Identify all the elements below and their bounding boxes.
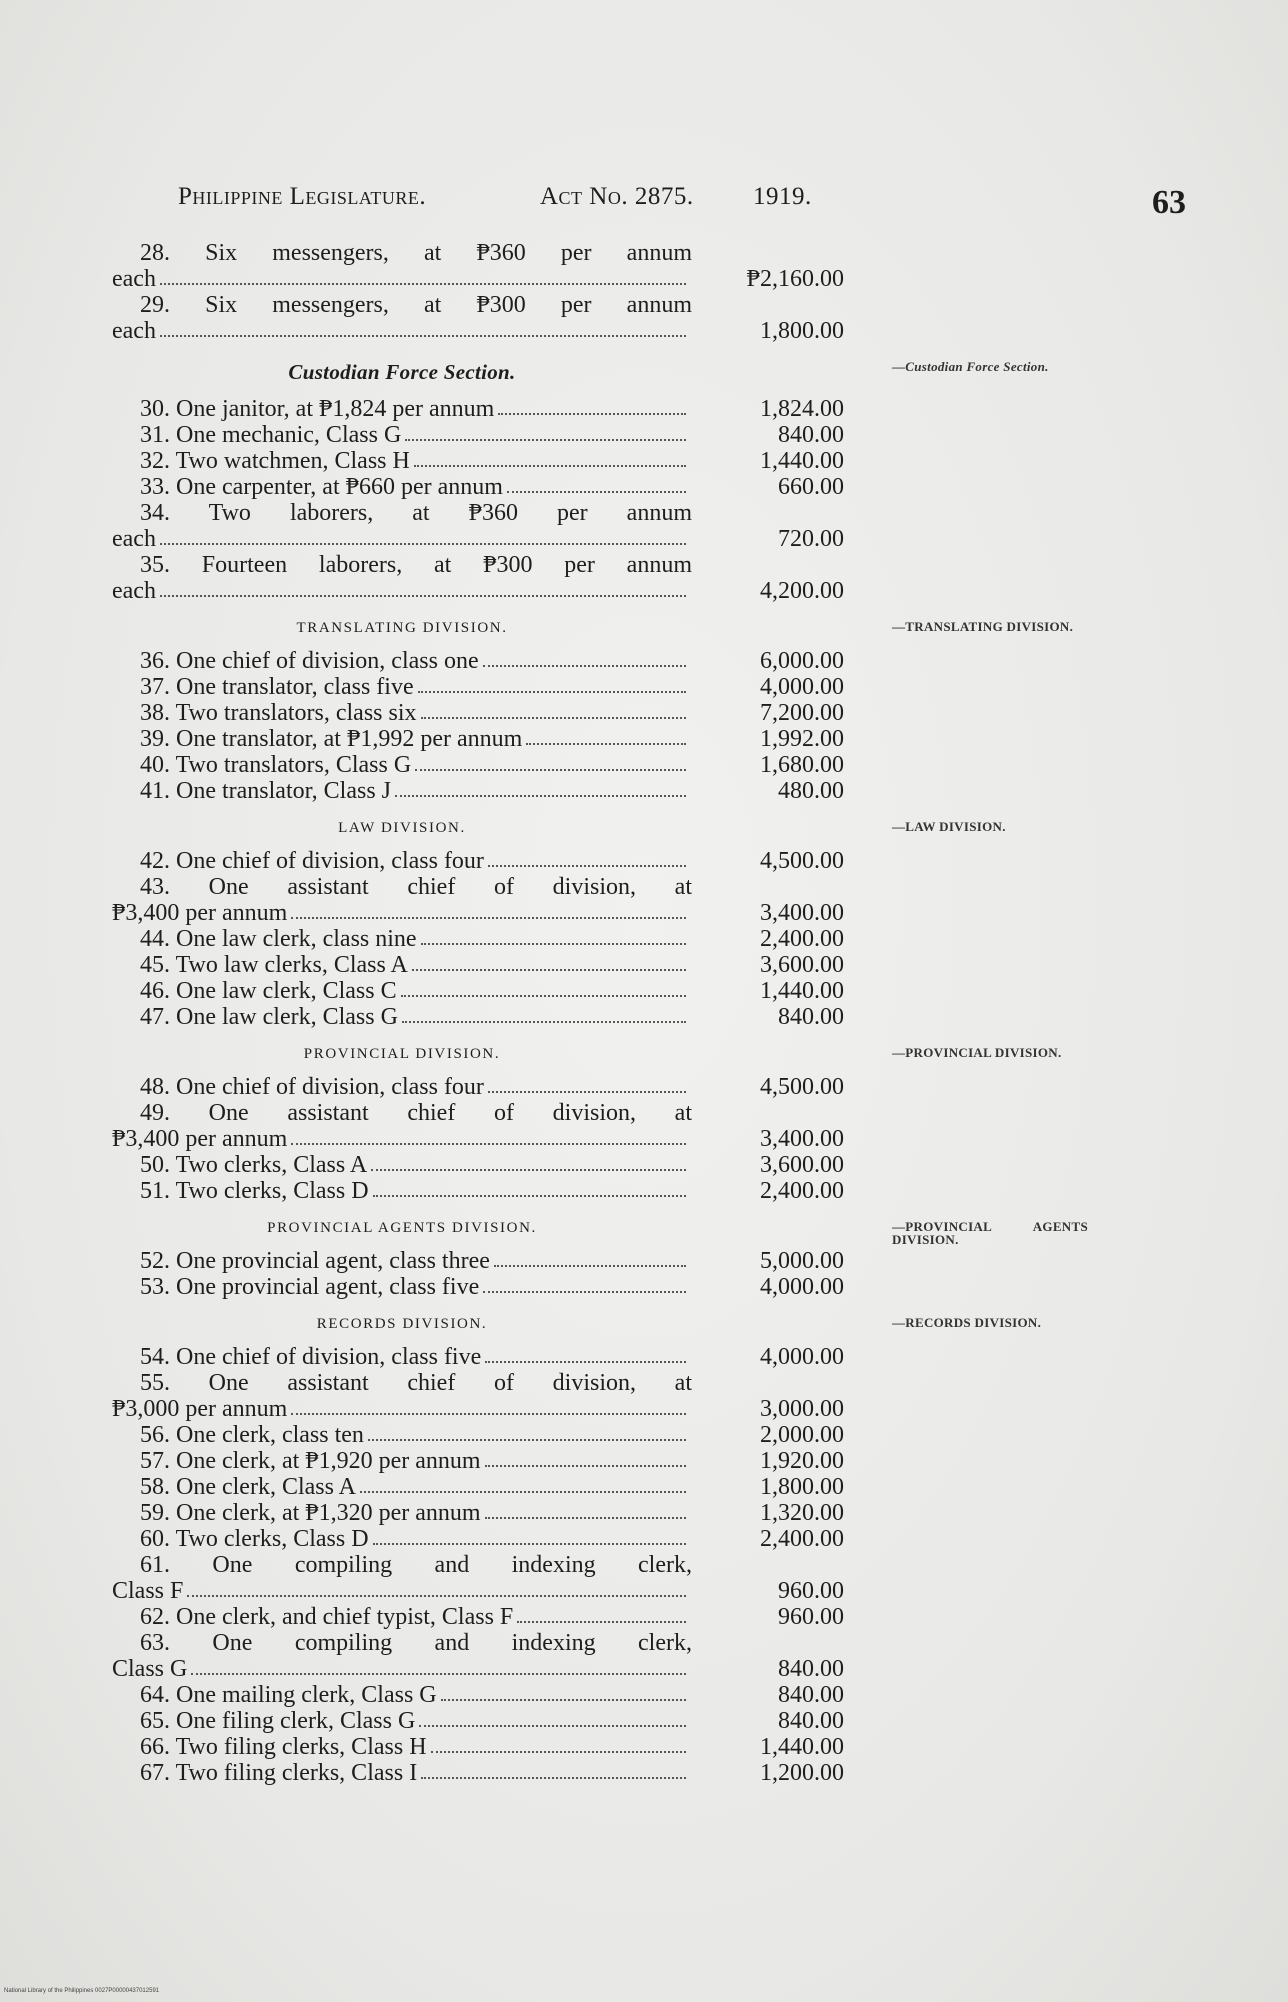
dot-leader xyxy=(517,1604,686,1623)
dot-leader xyxy=(368,1422,686,1441)
item-amount: 960.00 xyxy=(778,1578,844,1604)
item-text: 59. One clerk, at ₱1,320 per annum xyxy=(140,1500,481,1526)
item-text: 52. One provincial agent, class three xyxy=(140,1248,490,1274)
list-item-line xyxy=(112,1708,1112,1734)
item-text: 58. One clerk, Class A xyxy=(140,1474,356,1500)
dot-leader xyxy=(373,1178,686,1197)
item-amount: 2,400.00 xyxy=(760,1178,844,1204)
list-item-line xyxy=(112,1682,1112,1708)
list-item-line xyxy=(112,422,1112,448)
item-text: 35. Fourteen laborers, at ₱300 per annum xyxy=(140,552,692,578)
list-item-line xyxy=(112,1474,1112,1500)
item-text: 45. Two law clerks, Class A xyxy=(140,952,408,978)
list-item-line xyxy=(112,1344,1112,1370)
section-heading xyxy=(112,819,1006,838)
item-amount: 2,000.00 xyxy=(760,1422,844,1448)
item-text: 34. Two laborers, at ₱360 per annum xyxy=(140,500,692,526)
item-amount: 1,440.00 xyxy=(760,978,844,1004)
list-item-line xyxy=(112,1760,1112,1786)
item-amount: 5,000.00 xyxy=(760,1248,844,1274)
list-item-line xyxy=(112,1248,1112,1274)
dot-leader xyxy=(441,1682,686,1701)
item-text: 56. One clerk, class ten xyxy=(140,1422,364,1448)
item-text: 65. One filing clerk, Class G xyxy=(140,1708,416,1734)
item-amount: 3,400.00 xyxy=(760,1126,844,1152)
margin-note: —TRANSLATING DIVISION. xyxy=(892,619,1074,634)
list-item-line xyxy=(112,1734,1112,1760)
list-item-line xyxy=(112,1552,1112,1578)
item-amount: 7,200.00 xyxy=(760,700,844,726)
list-item-line xyxy=(112,266,1112,292)
margin-note: —PROVINCIAL AGENTS DIVISION. xyxy=(892,1219,1088,1247)
dot-leader xyxy=(485,1448,686,1467)
dot-leader xyxy=(421,926,686,945)
section-heading xyxy=(112,1219,1088,1247)
item-amount: 4,500.00 xyxy=(760,848,844,874)
dot-leader xyxy=(418,674,686,693)
dot-leader xyxy=(488,848,686,867)
item-amount: 4,500.00 xyxy=(760,1074,844,1100)
dot-leader xyxy=(401,978,686,997)
list-item-line xyxy=(112,674,1112,700)
section-heading xyxy=(112,619,1074,638)
item-amount: 840.00 xyxy=(778,1656,844,1682)
item-amount: 3,400.00 xyxy=(760,900,844,926)
item-text: 51. Two clerks, Class D xyxy=(140,1178,369,1204)
item-amount: 4,200.00 xyxy=(760,578,844,604)
item-text: 32. Two watchmen, Class H xyxy=(140,448,410,474)
list-item-line xyxy=(112,1274,1112,1300)
item-text: 46. One law clerk, Class C xyxy=(140,978,397,1004)
list-item-line xyxy=(112,648,1112,674)
list-item-line xyxy=(112,396,1112,422)
item-amount: 1,440.00 xyxy=(760,1734,844,1760)
margin-note: —Custodian Force Section. xyxy=(892,359,1049,374)
dot-leader xyxy=(291,1396,686,1415)
dot-leader xyxy=(485,1500,686,1519)
item-amount: 720.00 xyxy=(778,526,844,552)
dot-leader xyxy=(488,1074,686,1093)
item-text: 66. Two filing clerks, Class H xyxy=(140,1734,427,1760)
item-text: 55. One assistant chief of division, at xyxy=(140,1370,692,1396)
section-heading-text: Custodian Force Section. xyxy=(288,360,516,384)
section xyxy=(112,240,1112,344)
list-item-line xyxy=(112,752,1112,778)
list-item-line xyxy=(112,500,1112,526)
item-text: 48. One chief of division, class four xyxy=(140,1074,484,1100)
section-heading-text: LAW DIVISION. xyxy=(338,820,466,836)
list-item-line xyxy=(112,1656,1112,1682)
section xyxy=(112,360,1112,604)
item-amount: 1,800.00 xyxy=(760,1474,844,1500)
item-amount: 1,824.00 xyxy=(760,396,844,422)
list-item-line xyxy=(112,1578,1112,1604)
item-text: 63. One compiling and indexing clerk, xyxy=(140,1630,692,1656)
item-amount: 960.00 xyxy=(778,1604,844,1630)
item-text: 41. One translator, Class J xyxy=(140,778,392,804)
item-text: 47. One law clerk, Class G xyxy=(140,1004,398,1030)
section xyxy=(112,1316,1112,1786)
item-text: 33. One carpenter, at ₱660 per annum xyxy=(140,474,503,500)
item-amount: ₱2,160.00 xyxy=(746,266,844,292)
page-number: 63 xyxy=(1152,184,1186,221)
item-text: 40. Two translators, Class G xyxy=(140,752,412,778)
list-item-line xyxy=(112,1152,1112,1178)
dot-leader xyxy=(395,778,686,797)
section-heading-text: RECORDS DIVISION. xyxy=(316,1316,488,1332)
section-heading-text: PROVINCIAL DIVISION. xyxy=(303,1046,501,1062)
item-text: Class F xyxy=(112,1578,184,1604)
item-amount: 1,992.00 xyxy=(760,726,844,752)
list-item-line xyxy=(112,448,1112,474)
list-item-line xyxy=(112,318,1112,344)
list-item-line xyxy=(112,1178,1112,1204)
dot-leader xyxy=(187,1578,686,1597)
dot-leader xyxy=(291,1126,686,1145)
dot-leader xyxy=(160,578,686,597)
dot-leader xyxy=(291,900,686,919)
item-amount: 6,000.00 xyxy=(760,648,844,674)
item-text: 64. One mailing clerk, Class G xyxy=(140,1682,437,1708)
list-item-line xyxy=(112,1126,1112,1152)
list-item-line xyxy=(112,778,1112,804)
dot-leader xyxy=(415,752,686,771)
list-item-line xyxy=(112,1604,1112,1630)
dot-leader xyxy=(498,396,686,415)
list-item-line xyxy=(112,1004,1112,1030)
item-amount: 3,000.00 xyxy=(760,1396,844,1422)
list-item-line xyxy=(112,926,1112,952)
list-item-line xyxy=(112,1074,1112,1100)
scan-footer: National Library of the Philippines 0027P00000437012591 xyxy=(4,1988,160,1994)
item-text: 29. Six messengers, at ₱300 per annum xyxy=(140,292,692,318)
list-item-line xyxy=(112,1422,1112,1448)
item-text: 61. One compiling and indexing clerk, xyxy=(140,1552,692,1578)
item-amount: 840.00 xyxy=(778,1004,844,1030)
item-amount: 840.00 xyxy=(778,422,844,448)
list-item-line xyxy=(112,1448,1112,1474)
item-text: each xyxy=(112,266,156,292)
section xyxy=(112,1220,1112,1300)
item-amount: 1,680.00 xyxy=(760,752,844,778)
item-text: 38. Two translators, class six xyxy=(140,700,417,726)
item-text: 49. One assistant chief of division, at xyxy=(140,1100,692,1126)
item-amount: 4,000.00 xyxy=(760,1344,844,1370)
section-heading xyxy=(112,359,1049,386)
dot-leader xyxy=(402,1004,686,1023)
appropriation-list xyxy=(112,240,1112,1786)
dot-leader xyxy=(431,1734,686,1753)
section xyxy=(112,620,1112,804)
section-heading xyxy=(112,1045,1062,1064)
dot-leader xyxy=(373,1526,686,1545)
list-item-line xyxy=(112,952,1112,978)
section xyxy=(112,1046,1112,1204)
item-amount: 4,000.00 xyxy=(760,674,844,700)
list-item-line xyxy=(112,1526,1112,1552)
list-item-line xyxy=(112,700,1112,726)
dot-leader xyxy=(526,726,686,745)
item-amount: 660.00 xyxy=(778,474,844,500)
item-text: 30. One janitor, at ₱1,824 per annum xyxy=(140,396,495,422)
item-amount: 1,320.00 xyxy=(760,1500,844,1526)
margin-note: —RECORDS DIVISION. xyxy=(892,1315,1042,1330)
list-item-line xyxy=(112,1370,1112,1396)
list-item-line xyxy=(112,726,1112,752)
item-amount: 1,440.00 xyxy=(760,448,844,474)
list-item-line xyxy=(112,978,1112,1004)
dot-leader xyxy=(494,1248,686,1267)
dot-leader xyxy=(191,1656,686,1675)
item-text: ₱3,000 per annum xyxy=(112,1396,288,1422)
list-item-line xyxy=(112,240,1112,266)
running-header xyxy=(178,183,1188,223)
item-text: each xyxy=(112,526,156,552)
list-item-line xyxy=(112,1100,1112,1126)
item-text: 62. One clerk, and chief typist, Class F xyxy=(140,1604,514,1630)
list-item-line xyxy=(112,578,1112,604)
dot-leader xyxy=(421,700,686,719)
item-text: 36. One chief of division, class one xyxy=(140,648,479,674)
list-item-line xyxy=(112,474,1112,500)
item-amount: 840.00 xyxy=(778,1682,844,1708)
item-amount: 1,200.00 xyxy=(760,1760,844,1786)
section-heading xyxy=(112,1315,1042,1334)
dot-leader xyxy=(160,266,686,285)
margin-note: —LAW DIVISION. xyxy=(892,819,1006,834)
item-text: 39. One translator, at ₱1,992 per annum xyxy=(140,726,523,752)
item-text: 53. One provincial agent, class five xyxy=(140,1274,480,1300)
section-heading-text: PROVINCIAL AGENTS DIVISION. xyxy=(267,1220,537,1236)
item-text: 50. Two clerks, Class A xyxy=(140,1152,368,1178)
list-item-line xyxy=(112,552,1112,578)
section-heading-text: TRANSLATING DIVISION. xyxy=(296,620,508,636)
dot-leader xyxy=(507,474,686,493)
dot-leader xyxy=(371,1152,686,1171)
list-item-line xyxy=(112,1396,1112,1422)
item-text: 43. One assistant chief of division, at xyxy=(140,874,692,900)
item-text: ₱3,400 per annum xyxy=(112,900,288,926)
item-amount: 4,000.00 xyxy=(760,1274,844,1300)
header-act: Act No. 2875. xyxy=(540,183,694,210)
item-amount: 2,400.00 xyxy=(760,926,844,952)
dot-leader xyxy=(421,1760,686,1779)
list-item-line xyxy=(112,1630,1112,1656)
dot-leader xyxy=(360,1474,686,1493)
item-text: 60. Two clerks, Class D xyxy=(140,1526,369,1552)
item-amount: 3,600.00 xyxy=(760,952,844,978)
item-amount: 2,400.00 xyxy=(760,1526,844,1552)
item-text: 37. One translator, class five xyxy=(140,674,414,700)
dot-leader xyxy=(412,952,686,971)
dot-leader xyxy=(419,1708,686,1727)
dot-leader xyxy=(485,1344,686,1363)
header-year: 1919. xyxy=(753,183,812,210)
item-text: 57. One clerk, at ₱1,920 per annum xyxy=(140,1448,481,1474)
item-text: each xyxy=(112,578,156,604)
item-amount: 1,920.00 xyxy=(760,1448,844,1474)
list-item-line xyxy=(112,900,1112,926)
list-item-line xyxy=(112,848,1112,874)
item-text: ₱3,400 per annum xyxy=(112,1126,288,1152)
item-amount: 3,600.00 xyxy=(760,1152,844,1178)
item-amount: 1,800.00 xyxy=(760,318,844,344)
margin-note: —PROVINCIAL DIVISION. xyxy=(892,1045,1062,1060)
section xyxy=(112,820,1112,1030)
dot-leader xyxy=(414,448,686,467)
item-text: 42. One chief of division, class four xyxy=(140,848,484,874)
item-text: 31. One mechanic, Class G xyxy=(140,422,402,448)
dot-leader xyxy=(160,526,686,545)
list-item-line xyxy=(112,526,1112,552)
item-text: Class G xyxy=(112,1656,188,1682)
item-amount: 840.00 xyxy=(778,1708,844,1734)
dot-leader xyxy=(160,318,686,337)
dot-leader xyxy=(483,1274,686,1293)
dot-leader xyxy=(483,648,686,667)
item-amount: 480.00 xyxy=(778,778,844,804)
item-text: 54. One chief of division, class five xyxy=(140,1344,482,1370)
item-text: 44. One law clerk, class nine xyxy=(140,926,417,952)
item-text: 67. Two filing clerks, Class I xyxy=(140,1760,418,1786)
item-text: 28. Six messengers, at ₱360 per annum xyxy=(140,240,692,266)
list-item-line xyxy=(112,874,1112,900)
item-text: each xyxy=(112,318,156,344)
header-legislature: Philippine Legislature. xyxy=(178,183,427,210)
list-item-line xyxy=(112,292,1112,318)
list-item-line xyxy=(112,1500,1112,1526)
dot-leader xyxy=(405,422,686,441)
